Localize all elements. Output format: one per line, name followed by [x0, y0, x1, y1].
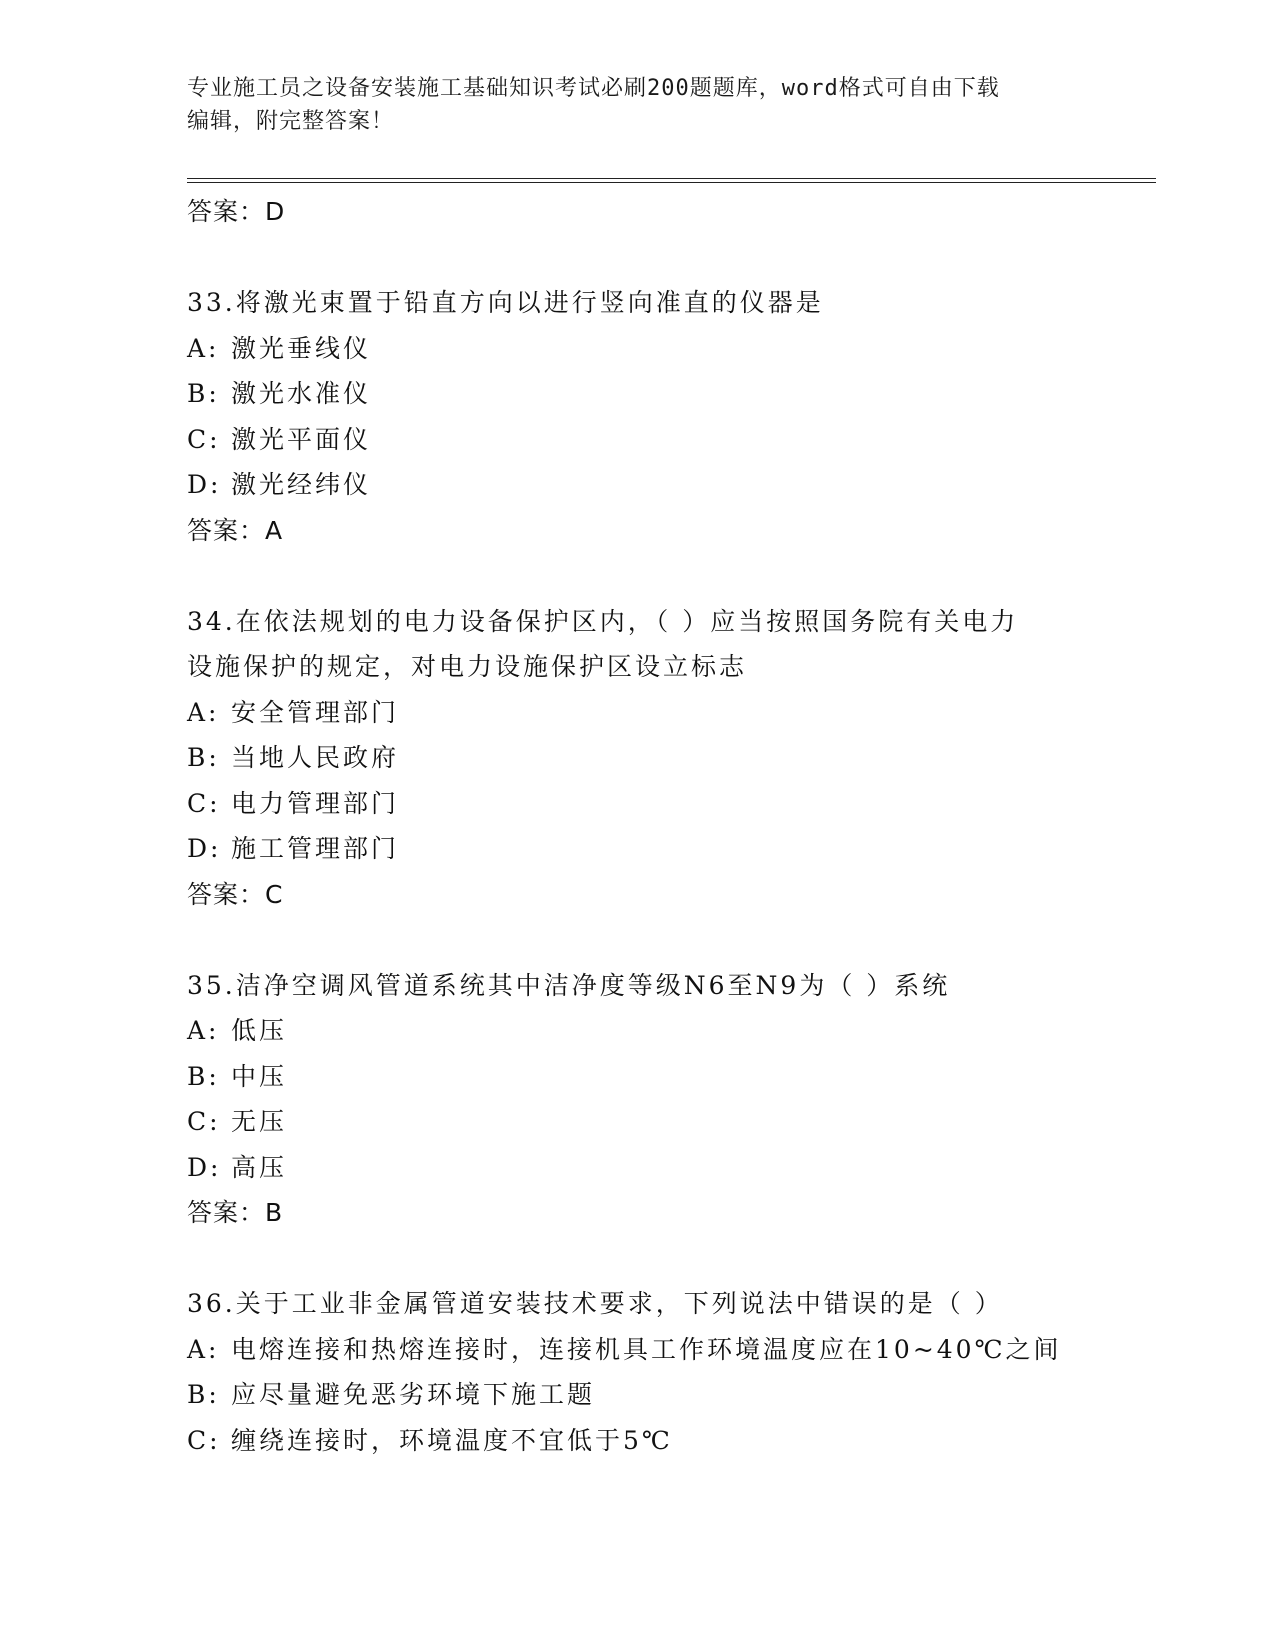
option-text: 当地人民政府 — [231, 743, 400, 772]
option-key: C: — [187, 788, 221, 818]
option-a — [187, 326, 1147, 372]
question-stem: 34.在依法规划的电力设备保护区内，（ ）应当按照国务院有关电力 — [187, 606, 1019, 636]
document-header — [187, 72, 1067, 138]
option-text: 无压 — [231, 1107, 288, 1136]
question-stem-continued: 设施保护的规定，对电力设施保护区设立标志 — [187, 652, 748, 681]
spacer — [187, 1236, 1147, 1282]
option-b — [187, 1372, 1147, 1418]
spacer — [187, 917, 1147, 963]
question-stem: 35.洁净空调风管道系统其中洁净度等级N6至N9为（ ）系统 — [187, 970, 951, 1000]
option-c — [187, 1418, 1147, 1464]
option-text: 应尽量避免恶劣环境下施工题 — [231, 1380, 596, 1409]
header-title-line-2: 编辑，附完整答案！ — [187, 109, 395, 134]
option-key: B: — [187, 743, 220, 772]
option-text: 安全管理部门 — [231, 697, 400, 727]
option-text: 激光经纬仪 — [231, 470, 372, 499]
option-d — [187, 1145, 1147, 1191]
option-a — [187, 1008, 1147, 1054]
option-b — [187, 735, 1147, 781]
header-divider — [187, 178, 1156, 183]
option-text: 低压 — [231, 1016, 288, 1045]
spacer — [187, 235, 1147, 281]
header-title-line-1: 专业施工员之设备安装施工基础知识考试必刷200题题库，word格式可自由下载 — [187, 76, 1000, 101]
answer-line: 答案：B — [187, 1198, 284, 1227]
option-d — [187, 826, 1147, 872]
option-b — [187, 1054, 1147, 1100]
option-d — [187, 462, 1147, 508]
question-list — [187, 189, 1147, 1463]
option-text: 电力管理部门 — [231, 788, 400, 818]
option-key: C: — [187, 1425, 221, 1455]
spacer — [187, 553, 1147, 599]
question-33 — [187, 280, 1147, 553]
option-key: B: — [187, 1061, 220, 1091]
option-b — [187, 371, 1147, 417]
option-text: 施工管理部门 — [231, 834, 400, 863]
option-text: 中压 — [231, 1061, 288, 1091]
option-a — [187, 1327, 1147, 1373]
option-key: A: — [187, 333, 220, 363]
option-key: A: — [187, 697, 220, 727]
option-c — [187, 417, 1147, 463]
question-36 — [187, 1281, 1147, 1463]
question-34 — [187, 599, 1147, 918]
answer-line: 答案：A — [187, 515, 284, 545]
option-key: B: — [187, 1380, 220, 1409]
option-key: A: — [187, 1334, 220, 1364]
answer-line: 答案：C — [187, 879, 284, 909]
previous-answer: 答案：D — [187, 197, 286, 226]
option-key: C: — [187, 424, 221, 454]
option-c — [187, 1099, 1147, 1145]
option-key: B: — [187, 379, 220, 408]
option-key: C: — [187, 1107, 221, 1136]
option-key: D: — [187, 1152, 222, 1182]
question-stem: 36.关于工业非金属管道安装技术要求，下列说法中错误的是（ ） — [187, 1289, 1003, 1318]
option-text: 缠绕连接时，环境温度不宜低于5℃ — [231, 1425, 673, 1455]
option-text: 电熔连接和热熔连接时，连接机具工作环境温度应在10~40℃之间 — [231, 1334, 1062, 1364]
option-key: D: — [187, 834, 222, 863]
option-text: 激光垂线仪 — [231, 333, 372, 363]
option-c — [187, 781, 1147, 827]
option-text: 激光平面仪 — [231, 424, 372, 454]
question-stem: 33.将激光束置于铅直方向以进行竖向准直的仪器是 — [187, 288, 824, 317]
question-35 — [187, 963, 1147, 1236]
option-key: A: — [187, 1016, 220, 1045]
option-key: D: — [187, 470, 222, 499]
option-text: 高压 — [231, 1152, 288, 1182]
option-text: 激光水准仪 — [231, 379, 372, 408]
option-a — [187, 690, 1147, 736]
